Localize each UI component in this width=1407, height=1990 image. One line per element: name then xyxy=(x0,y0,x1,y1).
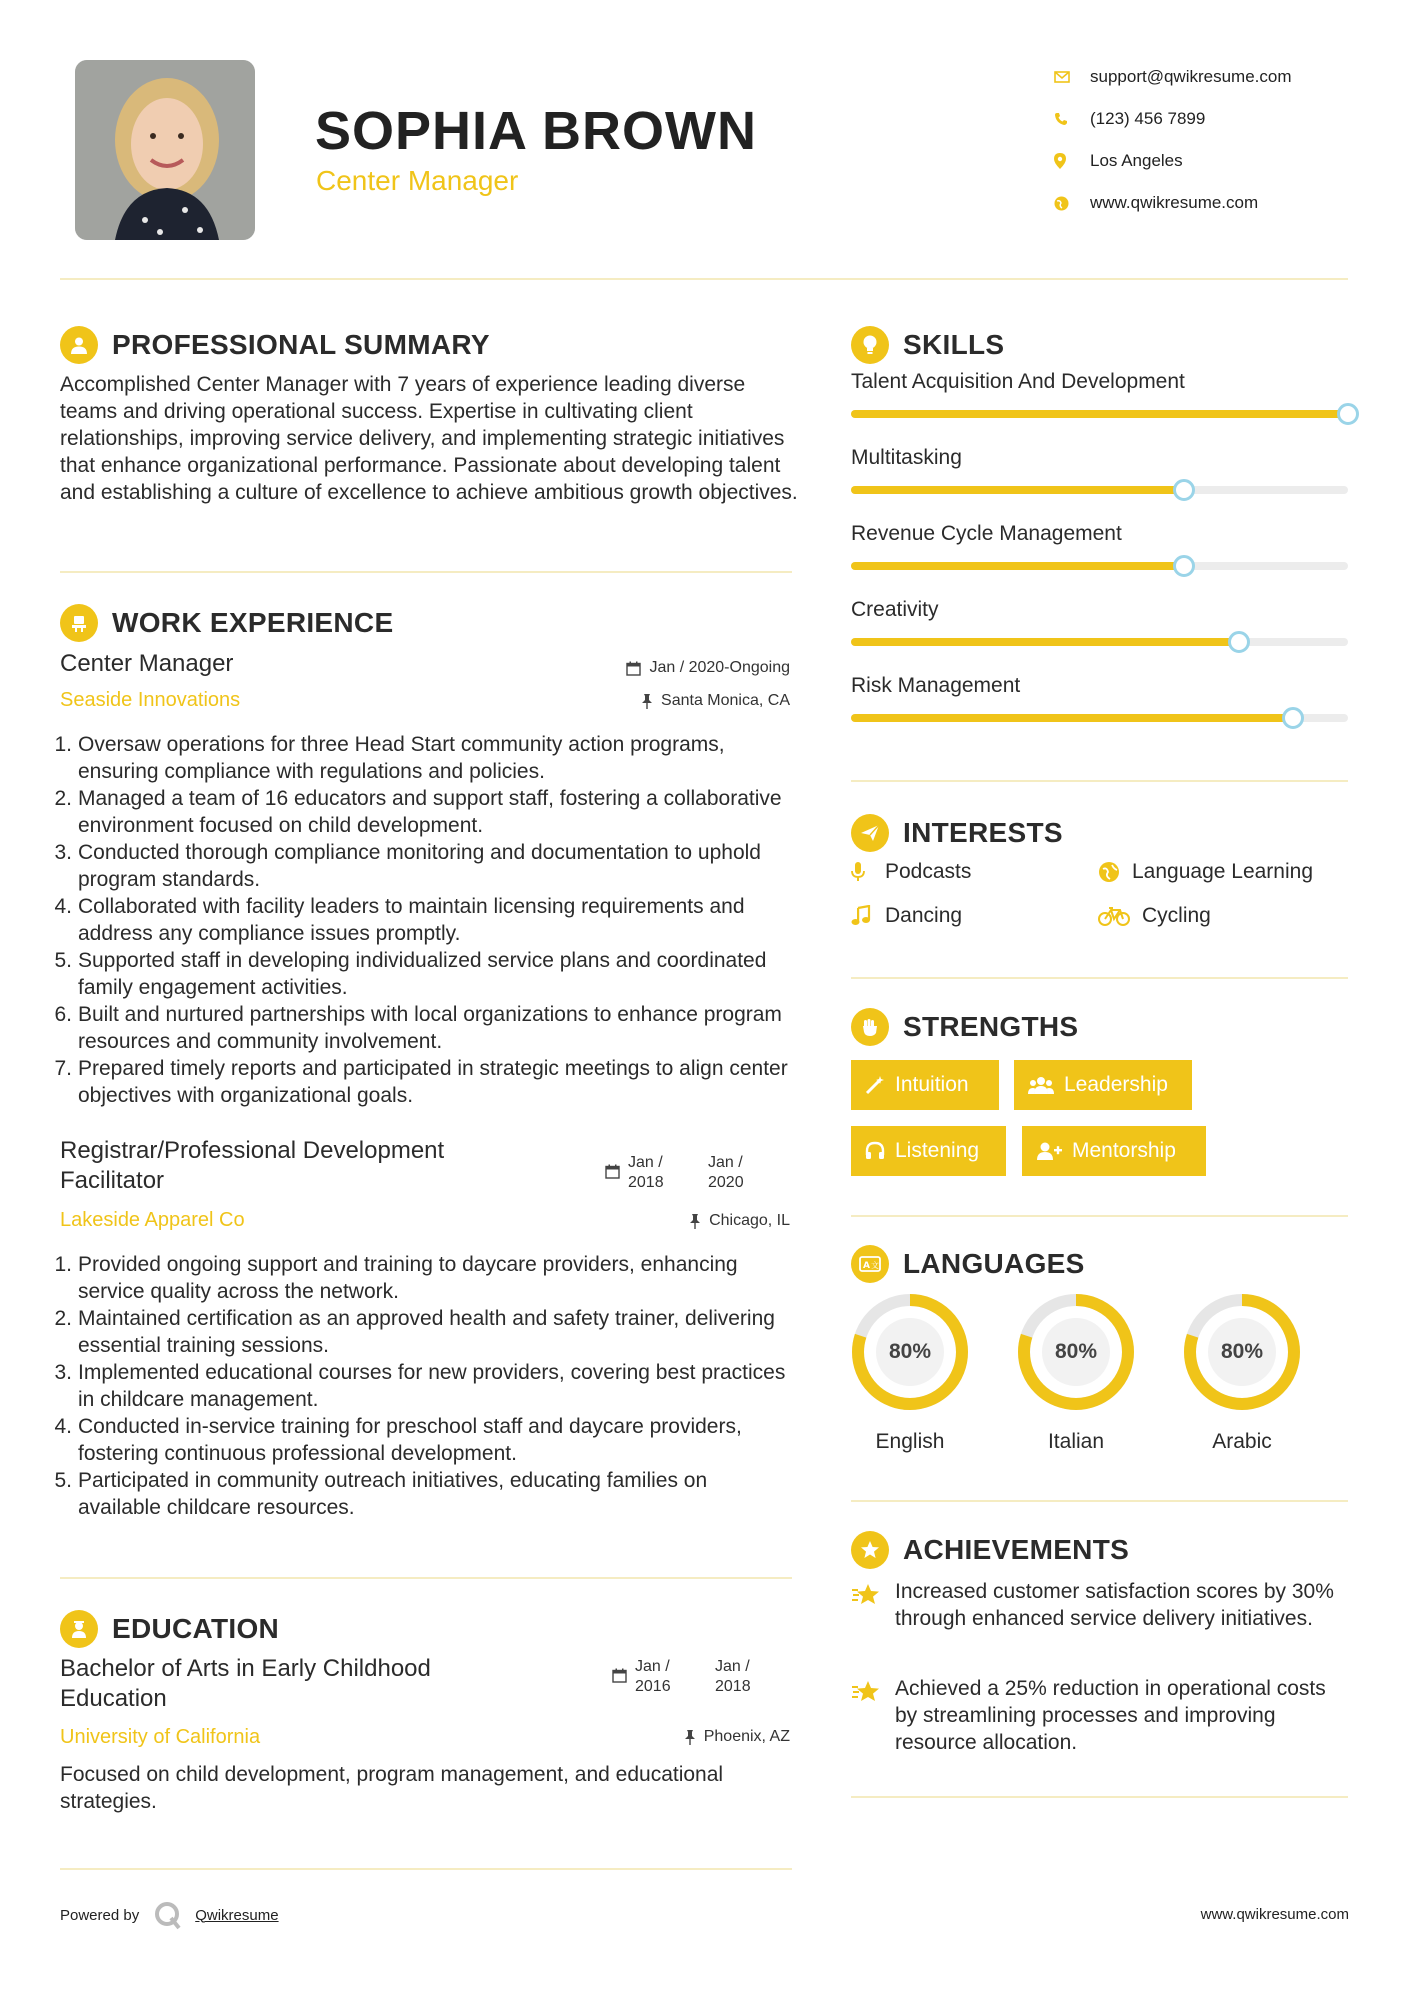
skills-divider xyxy=(851,780,1348,782)
experience-divider xyxy=(60,1577,792,1579)
skill-item xyxy=(851,370,1348,418)
footer-website[interactable]: www.qwikresume.com xyxy=(1200,1906,1349,1923)
user-plus-icon xyxy=(1036,1141,1062,1161)
skill-level-knob xyxy=(1228,631,1250,653)
strength-chip: Listening xyxy=(851,1126,1006,1176)
achievements-divider xyxy=(851,1796,1348,1798)
skill-bar xyxy=(851,714,1348,722)
contact-block xyxy=(1050,56,1370,224)
group-icon xyxy=(1028,1075,1054,1095)
contact-website[interactable] xyxy=(1050,182,1370,224)
user-icon xyxy=(60,326,98,364)
skill-bar-fill xyxy=(851,410,1348,418)
list-item: 5. Participated in community outreach initiatives, educating families on available childcare resources. xyxy=(54,1469,708,1519)
star-icon xyxy=(851,1675,895,1756)
pushpin-icon xyxy=(684,1730,696,1745)
skill-level-knob xyxy=(1282,707,1304,729)
calendar-icon xyxy=(612,1668,627,1683)
summary-divider xyxy=(60,571,792,573)
svg-text:A: A xyxy=(863,1261,870,1271)
skill-item xyxy=(851,598,1348,646)
languages-heading: A 文 LANGUAGES xyxy=(851,1245,1085,1283)
globe-icon xyxy=(1098,861,1132,883)
language-ring xyxy=(848,1290,972,1414)
languages-divider xyxy=(851,1500,1348,1502)
achievements-heading: ACHIEVEMENTS xyxy=(851,1531,1129,1569)
language-percent: 80% xyxy=(1054,1340,1098,1363)
interest-item: Cycling xyxy=(1098,904,1211,928)
paper-plane-icon xyxy=(851,814,889,852)
bicycle-icon xyxy=(1098,906,1142,926)
strength-chip: Intuition xyxy=(851,1060,999,1110)
email-text: support@qwikresume.com xyxy=(1090,67,1292,86)
job-title: Registrar/Professional Development Facilitator xyxy=(60,1137,445,1194)
language-name: Arabic xyxy=(1212,1430,1272,1453)
list-item: 7. Prepared timely reports and participated in strategic meetings to align center objectives with organizational goals. xyxy=(54,1057,788,1107)
translate-icon xyxy=(851,1245,889,1283)
skill-name: Talent Acquisition And Development xyxy=(851,370,1185,393)
lightbulb-icon xyxy=(851,326,889,364)
qwikresume-link[interactable]: Qwikresume xyxy=(195,1906,279,1924)
list-item: 5. Supported staff in developing individualized service plans and coordinated family engagement activities. xyxy=(54,949,767,999)
headphones-icon xyxy=(865,1141,885,1161)
skill-level-knob xyxy=(1337,403,1359,425)
job-dates: Jan / 2018 Jan / 2020 xyxy=(605,1153,772,1193)
strength-chip: Mentorship xyxy=(1022,1126,1206,1176)
qwikresume-logo-icon xyxy=(153,1900,183,1930)
job-bullets xyxy=(54,1251,794,1521)
skill-item xyxy=(851,446,1348,494)
phone-text: (123) 456 7899 xyxy=(1090,109,1206,128)
skill-bar xyxy=(851,410,1348,418)
list-item: 2. Managed a team of 16 educators and support staff, fostering a collaborative environment focused on child development. xyxy=(54,787,782,837)
skill-bar xyxy=(851,562,1348,570)
skills-heading: SKILLS xyxy=(851,326,1004,364)
star-badge-icon xyxy=(851,1531,889,1569)
language-percent: 80% xyxy=(1220,1340,1264,1363)
education-description: Focused on child development, program management, and educational strategies. xyxy=(60,1763,724,1813)
magic-wand-icon xyxy=(865,1075,885,1095)
microphone-icon xyxy=(851,861,885,883)
pushpin-icon xyxy=(641,694,653,709)
calendar-icon xyxy=(605,1164,620,1179)
education-heading: EDUCATION xyxy=(60,1610,279,1648)
language-item xyxy=(1180,1290,1304,1454)
language-name: Italian xyxy=(1047,1430,1105,1453)
briefcase-icon xyxy=(60,604,98,642)
contact-location xyxy=(1050,140,1370,182)
candidate-name: SOPHIA BROWN xyxy=(315,101,757,161)
music-icon xyxy=(851,905,885,927)
interest-item: Podcasts xyxy=(851,860,971,884)
interests-heading: INTERESTS xyxy=(851,814,1063,852)
profile-photo xyxy=(75,60,255,240)
language-item xyxy=(1014,1290,1138,1454)
skill-name: Multitasking xyxy=(851,446,962,469)
globe-icon xyxy=(1050,196,1090,211)
candidate-title: Center Manager xyxy=(316,165,519,196)
summary-heading: PROFESSIONAL SUMMARY xyxy=(60,326,490,364)
job-location: Santa Monica, CA xyxy=(641,692,790,710)
contact-email[interactable] xyxy=(1050,56,1370,98)
job-title: Center Manager xyxy=(60,650,234,677)
language-item xyxy=(848,1290,972,1454)
language-ring xyxy=(1014,1290,1138,1414)
job-location: Chicago, IL xyxy=(689,1212,790,1230)
degree-title: Bachelor of Arts in Early Childhood Education xyxy=(60,1655,431,1712)
phone-icon xyxy=(1050,112,1090,126)
summary-text: Accomplished Center Manager with 7 years of experience leading diverse teams and driving operational success. Expertise in cultivating client relationships, improving service delivery, and implementing strategic initiatives that enhance organizational performance. Passionate about developing talent and establishing a culture of excellence to achieve ambitious growth objectives. xyxy=(60,373,798,504)
company-name: Lakeside Apparel Co xyxy=(60,1209,245,1231)
education-divider xyxy=(60,1868,792,1870)
fist-icon xyxy=(851,1008,889,1046)
list-item: 6. Built and nurtured partnerships with local organizations to enhance program resources and community involvement. xyxy=(54,1003,782,1053)
list-item: 2. Maintained certification as an approved health and safety trainer, delivering essential training sessions. xyxy=(54,1307,775,1357)
powered-by-text: Powered by xyxy=(60,1906,140,1924)
education-location: Phoenix, AZ xyxy=(684,1728,790,1746)
skill-item xyxy=(851,522,1348,570)
skill-bar-fill xyxy=(851,486,1184,494)
skill-level-knob xyxy=(1173,555,1195,577)
skill-name: Creativity xyxy=(851,598,939,621)
achievement-item: Increased customer satisfaction scores by 30% through enhanced service delivery initiatives. xyxy=(851,1578,1351,1632)
skill-bar xyxy=(851,638,1348,646)
strengths-divider xyxy=(851,1215,1348,1217)
list-item: 4. Collaborated with facility leaders to maintain licensing requirements and address any compliance issues promptly. xyxy=(54,895,745,945)
skill-bar-fill xyxy=(851,714,1293,722)
language-name: English xyxy=(875,1430,945,1453)
svg-text:文: 文 xyxy=(871,1261,879,1270)
language-percent: 80% xyxy=(888,1340,932,1363)
website-text: www.qwikresume.com xyxy=(1090,193,1259,212)
calendar-icon xyxy=(626,661,641,676)
strength-chip: Leadership xyxy=(1014,1060,1192,1110)
footer-branding xyxy=(60,1900,279,1930)
interest-item: Language Learning xyxy=(1098,860,1313,884)
skill-bar xyxy=(851,486,1348,494)
envelope-icon xyxy=(1050,71,1090,83)
header-divider xyxy=(60,278,1348,280)
list-item: 3. Implemented educational courses for new providers, covering best practices in childcare management. xyxy=(54,1361,786,1411)
map-pin-icon xyxy=(1050,153,1090,169)
job-dates: Jan / 2020-Ongoing xyxy=(626,659,790,677)
skill-bar-fill xyxy=(851,562,1184,570)
location-text: Los Angeles xyxy=(1090,151,1183,170)
list-item: 1. Oversaw operations for three Head Start community action programs, ensuring compliance with regulations and policies. xyxy=(54,733,725,783)
strengths-heading: STRENGTHS xyxy=(851,1008,1078,1046)
list-item: 1. Provided ongoing support and training to daycare providers, enhancing service quality across the network. xyxy=(54,1253,738,1303)
skill-bar-fill xyxy=(851,638,1239,646)
contact-phone[interactable] xyxy=(1050,98,1370,140)
job-bullets xyxy=(54,731,794,1109)
language-ring xyxy=(1180,1290,1304,1414)
company-name: Seaside Innovations xyxy=(60,689,241,711)
skill-name: Revenue Cycle Management xyxy=(851,522,1122,545)
interest-item: Dancing xyxy=(851,904,962,928)
achievement-item: Achieved a 25% reduction in operational costs by streamlining processes and improving resource allocation. xyxy=(851,1675,1351,1756)
skill-item xyxy=(851,674,1348,722)
skill-name: Risk Management xyxy=(851,674,1021,697)
pushpin-icon xyxy=(689,1214,701,1229)
skill-level-knob xyxy=(1173,479,1195,501)
education-dates: Jan / 2016 Jan / 2018 xyxy=(612,1657,779,1697)
star-icon xyxy=(851,1578,895,1632)
experience-heading: WORK EXPERIENCE xyxy=(60,604,393,642)
list-item: 4. Conducted in-service training for preschool staff and daycare providers, fostering continuous professional development. xyxy=(54,1415,742,1465)
graduate-icon xyxy=(60,1610,98,1648)
interests-divider xyxy=(851,977,1348,979)
school-name: University of California xyxy=(60,1726,261,1748)
list-item: 3. Conducted thorough compliance monitoring and documentation to uphold program standards. xyxy=(54,841,761,891)
